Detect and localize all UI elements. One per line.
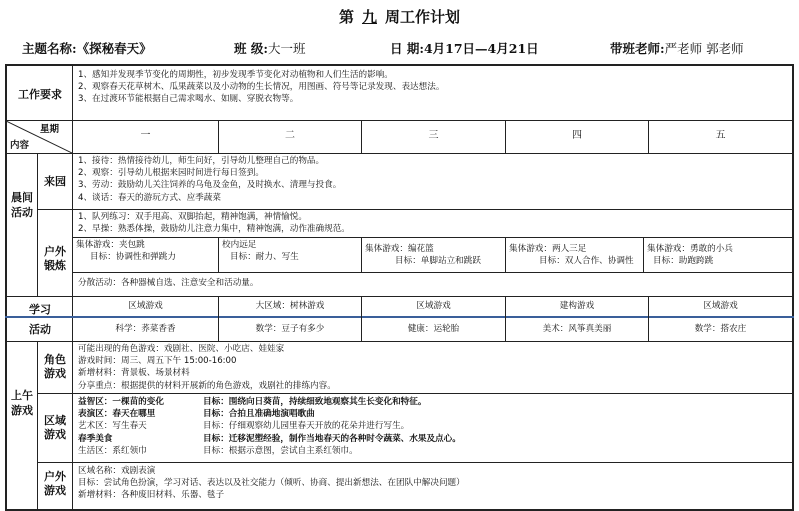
day-thu: 四 [572,130,582,141]
group-game-name: 集体游戏：编花篮 [365,244,434,254]
group-game-name: 集体游戏：勇敢的小兵 [647,244,733,254]
group-game-fri [647,243,792,267]
outdoor-games-list [78,465,788,502]
day-tue: 二 [285,130,295,141]
area-goal: 目标：迁移泥塑经验，制作当地春天的各种时令蔬菜、水果及点心。 [203,433,461,444]
class-field [234,39,305,57]
outdoor-exercise-label: 户外锻炼 [44,245,66,272]
group-game-goal: 目标：双人合作、协调性 [539,256,634,267]
learning-subject-mon: 科学：荞菜香香 [115,324,176,334]
content-header-label: 内容 [10,140,30,151]
area-zone: 艺术区：写生春天 [78,421,147,432]
area-goal: 目标：根据示意图，尝试自主系红领巾。 [203,445,358,456]
group-game-name: 集体游戏：夹包跳 [76,240,145,250]
group-game-goal: 目标：协调性和弹跳力 [90,252,176,263]
list-item: 3、在过渡环节能根据自己需求喝水、如厕、穿脱衣物等。 [78,94,299,105]
class-label: 班 级: [234,41,268,56]
list-item: 1、接待：热情接待幼儿，师生问好，引导幼儿整理自己的物品。 [78,156,325,166]
area-goal: 目标：合拍且准确地演唱歌曲 [203,409,315,420]
group-game-name: 校内远足 [222,240,257,250]
area-zones [78,396,203,457]
work-requirements-label: 工作要求 [18,88,62,101]
outdoor-exercise-list [78,211,788,235]
page-title [0,6,799,27]
list-item: 区域名称：戏剧表演 [78,466,156,476]
title-suffix: 周工作计划 [385,8,461,26]
date-label: 日 期: [390,41,424,56]
area-goal: 目标：围绕向日葵苗，持续细致地观察其生长变化和特征。 [203,397,427,407]
role-play-label: 角色游戏 [44,353,66,380]
theme-field [22,39,152,57]
role-play-list [78,343,788,392]
group-game-goal: 目标：助跑跨跳 [653,256,714,267]
morning-label: 晨间活动 [11,191,33,219]
teacher-field [610,39,744,57]
weekday-header-label: 星期 [40,124,60,135]
day-wed: 三 [428,130,439,141]
teacher-value: 严老师 郭老师 [664,41,744,56]
learning-area-tue: 大区域：树林游戏 [255,301,325,311]
area-zone: 春季美食 [78,433,113,444]
group-game-goal: 目标：耐力、写生 [230,252,299,263]
learning-area-thu: 建构游戏 [559,301,595,311]
list-item: 2、观察：引导幼儿根据来园时间进行每日签到。 [78,168,264,179]
learning-area-fri: 区域游戏 [703,301,738,311]
list-item: 新增材料：背景板、场景材料 [78,368,190,379]
date-field [390,39,539,57]
work-requirements-list [78,69,788,106]
title-prefix: 第 [338,8,354,26]
group-game-wed [365,243,505,267]
class-value: 大一班 [267,41,306,56]
group-game-goal: 目标：单脚站立和跳跃 [395,256,481,267]
games-label: 上午游戏 [11,389,33,417]
learning-subject-fri: 数学：搭农庄 [694,324,747,334]
area-zone: 表演区：春天在哪里 [78,409,156,420]
list-item: 目标：尝试角色扮演，学习对话、表达以及社交能力（倾听、协商、提出新想法、在团队中解决问题） [78,478,465,489]
arrival-label: 来园 [44,175,66,188]
group-game-tue [222,239,361,263]
list-item: 分享重点：根据提供的材料开展新的角色游戏，戏剧社的排练内容。 [78,380,336,391]
list-item: 1、感知并发现季节变化的周期性，初步发现季节变化对动植物和人们生活的影响。 [78,70,393,80]
list-item: 3、劳动：鼓励幼儿关注饲养的乌龟及金鱼，及时换水、清理与投食。 [78,180,342,191]
day-fri: 五 [715,130,726,141]
date-value: 4月17日—4月21日 [423,41,539,56]
list-item: 可能出现的角色游戏：戏剧社、医院、小吃店、娃娃家 [78,344,285,354]
list-item: 4、谈话：春天的游玩方式、应季蔬菜 [78,192,221,203]
learning-subject-tue: 数学：豆子有多少 [255,324,325,334]
teacher-label: 带班老师: [610,41,665,56]
list-item: 游戏时间：周三、周五下午 15:00-16:00 [78,356,237,367]
group-game-mon [76,239,218,263]
area-goals [203,396,791,457]
scattered-activity: 分散活动：各种器械自选、注意安全和活动量。 [78,278,259,288]
group-game-name: 集体游戏：两人三足 [509,244,587,254]
outdoor-games-label: 户外游戏 [44,470,66,497]
area-goal: 目标：仔细观察幼儿园里春天开放的花朵并进行写生。 [203,421,410,432]
list-item: 1、队列练习：双手甩高、双脚抬起，精神饱满，神情愉悦。 [78,212,307,222]
learning-subject-thu: 美术：风筝真美丽 [542,324,612,334]
learning-label-top: 学习 [29,303,51,316]
learning-label-bottom: 活动 [29,323,51,336]
theme-label: 主题名称: [22,41,77,56]
learning-area-mon: 区域游戏 [128,301,163,311]
learning-subject-wed: 健康：运轮胎 [407,324,460,334]
theme-value: 《探秘春天》 [76,41,152,56]
day-mon: 一 [140,130,151,141]
group-game-thu [509,243,643,267]
list-item: 新增材料：各种废旧材料、乐器、毯子 [78,490,225,501]
arrival-list [78,155,788,204]
week-number: 九 [361,8,377,26]
area-zone: 益智区：一棵苗的变化 [78,397,164,407]
area-zone: 生活区：系红领巾 [78,445,147,456]
list-item: 2、观察春天花草树木、瓜果蔬菜以及小动物的生长情况，用图画、符号等记录发现、表达想法。 [78,82,445,93]
learning-area-wed: 区域游戏 [416,301,451,311]
area-games-label: 区域游戏 [44,414,66,441]
list-item: 2、早操：熟悉体操，鼓励幼儿注意力集中，精神饱满，动作准确规范。 [78,224,350,235]
